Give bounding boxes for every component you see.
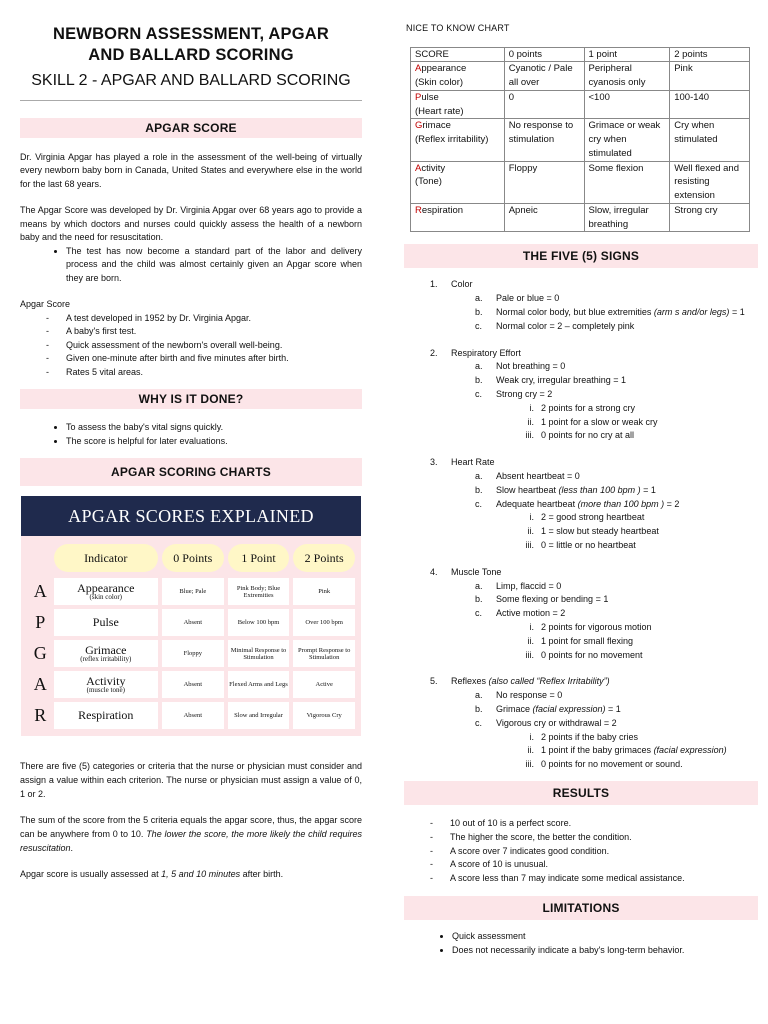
- list-item: iii. 0 points for no cry at all: [525, 430, 635, 441]
- list-item: - A score less than 7 may indicate some medical assistance.: [430, 872, 758, 886]
- sum-para: The sum of the score from the 5 criteria equals the apgar score, thus, the apgar score can be anywhere from 0 to 10. The lower the score, the more likely the child requires resuscitation.: [20, 815, 362, 854]
- image-col-0: 0 Points: [162, 544, 224, 572]
- table-cell: Well flexed and resisting extension: [670, 161, 750, 203]
- list-item: c. Strong cry = 2 i. 2 points for a strong cry ii. 1 point for a slow or weak cry iii. 0 points for no cry at all: [475, 388, 758, 443]
- image-indicator: Activity (muscle tone): [54, 671, 158, 698]
- five-signs-list: [404, 278, 758, 772]
- list-item: • The score is helpful for later evaluations.: [66, 434, 362, 448]
- image-cell: Vigorous Cry: [293, 702, 355, 729]
- image-cell: Pink: [293, 578, 355, 605]
- image-cell: Blue; Pale: [162, 578, 224, 605]
- list-item: ii. 1 point for a slow or weak cry: [527, 416, 658, 427]
- list-item: • Does not necessarily indicate a baby's long-term behavior.: [452, 944, 758, 958]
- list-item: ii. 1 point for small flexing: [527, 635, 634, 646]
- apgar-para-1: Dr. Virginia Apgar has played a role in the assessment of the well-being of virtually every newborn baby born in Canada, United States and everywhere else in the world for the last 68 years.: [20, 151, 362, 189]
- apgar-para-2: The Apgar Score was developed by Dr. Virginia Apgar over 68 years ago to provide a means by which doctors and nurses could quickly assess the health of a newborn baby and the need for resuscitation.: [20, 205, 362, 243]
- list-item: a. Limp, flaccid = 0: [475, 580, 562, 591]
- image-cell: Minimal Response to Stimulation: [228, 640, 290, 667]
- table-cell: Activity (Tone): [411, 161, 505, 203]
- image-indicator: Appearance (skin color): [54, 578, 158, 605]
- left-column: [20, 0, 362, 881]
- list-item: ii. 1 = slow but steady heartbeat: [527, 526, 659, 537]
- why-heading: WHY IS IT DONE?: [20, 389, 362, 409]
- image-row-respiration: [27, 702, 355, 729]
- table-cell: 100-140: [670, 90, 750, 119]
- charts-heading: APGAR SCORING CHARTS: [20, 458, 362, 486]
- image-letter: A: [33, 581, 47, 602]
- table-cell: Cry when stimulated: [670, 119, 750, 161]
- image-cell: Floppy: [162, 640, 224, 667]
- list-item: • To assess the baby's vital signs quickly.: [66, 420, 362, 434]
- right-column: [404, 0, 758, 958]
- list-item: c. Adequate heartbeat (more than 100 bpm ) = 2 i. 2 = good strong heartbeat ii. 1 = slow but steady heartbeat iii. 0 = little or no heartbeat: [475, 498, 758, 553]
- image-row-grimace: [27, 640, 355, 667]
- image-col-1: 1 Point: [228, 544, 290, 572]
- image-cell: Active: [293, 671, 355, 698]
- nice-to-know-table: [410, 47, 750, 233]
- table-cell: Grimace (Reflex irritability): [411, 119, 505, 161]
- image-cell: Absent: [162, 702, 224, 729]
- list-item: i. 2 points for a strong cry: [529, 402, 636, 413]
- page-title-line2: AND BALLARD SCORING: [88, 46, 294, 65]
- table-cell: Peripheral cyanosis only: [584, 62, 670, 91]
- sign-respiratory: 2. Respiratory Effort a. Not breathing = 0 b. Weak cry, irregular breathing = 1 c. Strong cry = 2 i. 2 points for a strong cry ii. 1 point for a slow or weak cry iii. 0 points for no cry at all: [430, 347, 758, 444]
- image-cell: Flexed Arms and Legs: [228, 671, 290, 698]
- image-letter: P: [35, 612, 46, 633]
- list-item: i. 2 = good strong heartbeat: [529, 512, 645, 523]
- image-row-appearance: [27, 578, 355, 605]
- table-cell: Some flexion: [584, 161, 670, 203]
- image-indicator: Pulse: [54, 609, 158, 636]
- nice-to-know-label: NICE TO KNOW CHART: [406, 23, 510, 33]
- table-header-row: [411, 47, 750, 62]
- table-cell: Appearance (Skin color): [411, 62, 505, 91]
- list-item: b. Grimace (facial expression) = 1: [475, 703, 621, 714]
- table-header-cell: 1 point: [584, 47, 670, 62]
- list-item: ii. 1 point if the baby grimaces (facial expression): [527, 745, 727, 756]
- image-cell: Pink Body; Blue Extremities: [228, 578, 290, 605]
- list-item: - A test developed in 1952 by Dr. Virginia Apgar.: [46, 312, 362, 326]
- image-cell: Absent: [162, 609, 224, 636]
- list-item: a. No response = 0: [475, 690, 563, 701]
- list-item: c. Vigorous cry or withdrawal = 2 i. 2 points if the baby cries ii. 1 point if the baby grimaces (facial expression) iii. 0 points for no movement or sound.: [475, 717, 758, 772]
- list-item: iii. 0 = little or no heartbeat: [525, 540, 636, 550]
- table-cell: No response to stimulation: [504, 119, 584, 161]
- image-letter: A: [33, 674, 47, 695]
- table-cell: Cyanotic / Pale all over: [504, 62, 584, 91]
- table-header-cell: 0 points: [504, 47, 584, 62]
- list-item: a. Pale or blue = 0: [475, 293, 560, 304]
- image-cell: Over 100 bpm: [293, 609, 355, 636]
- table-cell: Slow, irregular breathing: [584, 203, 670, 232]
- table-header-cell: 2 points: [670, 47, 750, 62]
- table-cell: Grimace or weak cry when stimulated: [584, 119, 670, 161]
- list-item: b. Weak cry, irregular breathing = 1: [475, 375, 626, 386]
- list-item: - Quick assessment of the newborn's overall well-being.: [46, 339, 362, 353]
- table-row: [411, 119, 750, 161]
- list-item: - A score of 10 is unusual.: [430, 858, 758, 872]
- image-letter: R: [34, 705, 47, 726]
- table-row: [411, 203, 750, 232]
- timing-para: Apgar score is usually assessed at 1, 5 and 10 minutes after birth.: [20, 869, 284, 880]
- five-signs-heading: THE FIVE (5) SIGNS: [404, 244, 758, 268]
- image-grid: [21, 536, 361, 736]
- image-col-indicator: Indicator: [54, 544, 158, 572]
- table-row: [411, 62, 750, 91]
- table-cell: Floppy: [504, 161, 584, 203]
- apgar-scores-image: [21, 496, 361, 736]
- table-cell: Pulse (Heart rate): [411, 90, 505, 119]
- image-cell: Absent: [162, 671, 224, 698]
- results-heading: RESULTS: [404, 781, 758, 805]
- list-item: c. Active motion = 2 i. 2 points for vigorous motion ii. 1 point for small flexing iii. 0 points for no movement: [475, 607, 758, 662]
- list-item: a. Not breathing = 0: [475, 361, 566, 372]
- list-item: a. Absent heartbeat = 0: [475, 471, 580, 482]
- sign-muscle-tone: 4. Muscle Tone a. Limp, flaccid = 0 b. Some flexing or bending = 1 c. Active motion = 2 i. 2 points for vigorous motion ii. 1 point for small flexing iii. 0 points for no movement: [430, 566, 758, 663]
- image-indicator: Respiration: [54, 702, 158, 729]
- list-item: - The higher the score, the better the condition.: [430, 831, 758, 845]
- table-row: [411, 161, 750, 203]
- image-indicator: Grimace (reflex irritability): [54, 640, 158, 667]
- apgar-facts-list: [20, 312, 362, 380]
- list-item: • Quick assessment: [452, 930, 758, 944]
- image-cell: Prompt Response to Stimulation: [293, 640, 355, 667]
- table-cell: Strong cry: [670, 203, 750, 232]
- results-list: [404, 817, 758, 886]
- list-item: - A baby's first test.: [46, 325, 362, 339]
- list-item: b. Some flexing or bending = 1: [475, 594, 609, 605]
- apgar-bullet-list: [20, 245, 362, 286]
- image-letter: G: [33, 643, 47, 664]
- image-col-2: 2 Points: [293, 544, 355, 572]
- table-cell: Apneic: [504, 203, 584, 232]
- list-item: i. 2 points for vigorous motion: [529, 621, 652, 632]
- apgar-score-heading: APGAR SCORE: [20, 118, 362, 138]
- list-item: - Given one-minute after birth and five minutes after birth.: [46, 352, 362, 366]
- sign-heart-rate: 3. Heart Rate a. Absent heartbeat = 0 b. Slow heartbeat (less than 100 bpm ) = 1 c. Adequate heartbeat (more than 100 bpm ) = 2 i. 2 = good strong heartbeat ii. 1 = slow but steady heartbeat iii. 0 = little or no heartbeat: [430, 456, 758, 553]
- criteria-para: There are five (5) categories or criteria that the nurse or physician must consider and assign a value within each criterion. The nurse or physician must assign a value of 0, 1 or 2.: [20, 761, 362, 800]
- table-cell: 0: [504, 90, 584, 119]
- sign-reflexes: 5. Reflexes (also called “Reflex Irritability”) a. No response = 0 b. Grimace (facial expression) = 1 c. Vigorous cry or withdrawal = 2 i. 2 points if the baby cries ii. 1 point if the baby grimaces (facial expression) iii. 0 points for no movement or sound.: [430, 675, 758, 772]
- list-item: iii. 0 points for no movement or sound.: [525, 759, 683, 770]
- limitations-heading: LIMITATIONS: [404, 896, 758, 920]
- sign-color: 1. Color a. Pale or blue = 0 b. Normal color body, but blue extremities (arm s and/or legs) = 1 c. Normal color = 2 – completely pink: [430, 278, 758, 333]
- page-subtitle: SKILL 2 - APGAR AND BALLARD SCORING: [31, 71, 351, 89]
- page-title-line1: NEWBORN ASSESSMENT, APGAR: [52, 25, 330, 43]
- table-cell: <100: [584, 90, 670, 119]
- list-item: i. 2 points if the baby cries: [529, 731, 639, 742]
- list-item: b. Slow heartbeat (less than 100 bpm ) = 1: [475, 484, 656, 495]
- image-row-pulse: [27, 609, 355, 636]
- list-item: iii. 0 points for no movement: [525, 649, 643, 660]
- table-header-cell: SCORE: [411, 47, 505, 62]
- list-item: b. Normal color body, but blue extremities (arm s and/or legs) = 1: [475, 307, 745, 318]
- image-cell: Below 100 bpm: [228, 609, 290, 636]
- list-item: - A score over 7 indicates good condition.: [430, 845, 758, 859]
- limitations-list: [404, 930, 758, 958]
- list-item: • The test has now become a standard part of the labor and delivery process and the child was almost certainly given an Apgar score when they are born.: [66, 245, 362, 286]
- list-item: - Rates 5 vital areas.: [46, 366, 362, 380]
- apgar-list-title: Apgar Score: [20, 299, 71, 310]
- table-row: [411, 90, 750, 119]
- image-row-activity: [27, 671, 355, 698]
- list-item: - 10 out of 10 is a perfect score.: [430, 817, 758, 831]
- list-item: c. Normal color = 2 – completely pink: [475, 320, 635, 331]
- why-list: [20, 420, 362, 448]
- table-cell: Pink: [670, 62, 750, 91]
- table-cell: Respiration: [411, 203, 505, 232]
- image-header-row: [27, 544, 355, 572]
- image-title: APGAR SCORES EXPLAINED: [21, 496, 361, 536]
- image-cell: Slow and Irregular: [228, 702, 290, 729]
